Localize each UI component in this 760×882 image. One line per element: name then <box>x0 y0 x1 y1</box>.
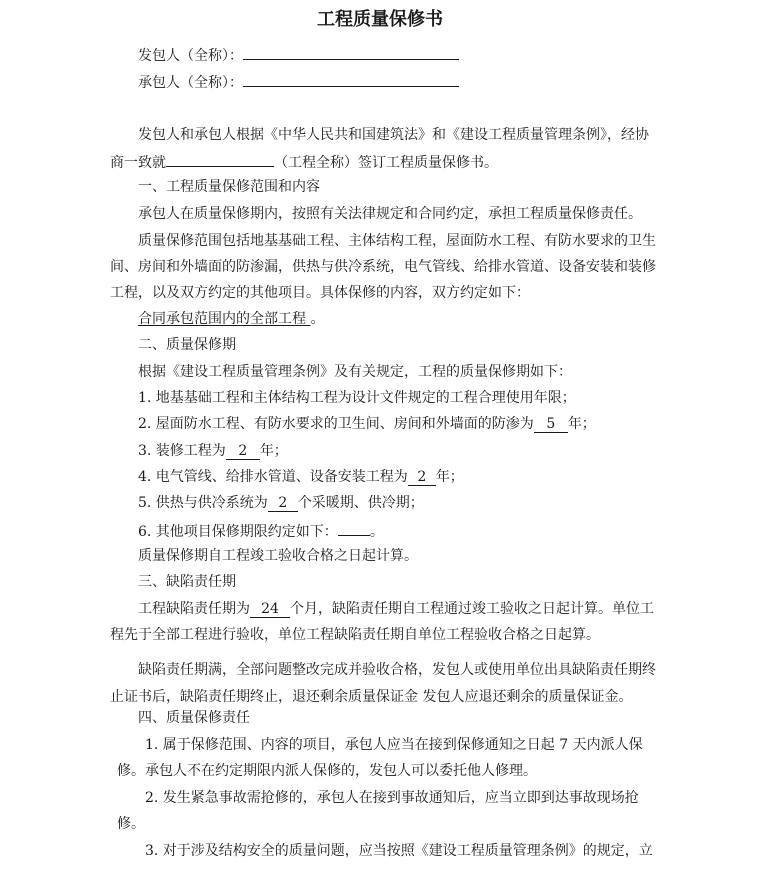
item-2-unit: 年； <box>567 416 596 432</box>
warranty-item-1: 1. 地基基础工程和主体结构工程为设计文件规定的工程合理使用年限； <box>138 390 576 406</box>
section-3-para-1-line-1 <box>138 599 654 619</box>
section-4-para-1-line-1: 1. 属于保修范围、内容的项目，承包人应当在接到保修通知之日起 7 天内派人保 <box>145 737 643 753</box>
defect-period-text-a: 工程缺陷责任期为 <box>138 601 250 617</box>
section-1-para-2-line-1: 质量保修范围包括地基基础工程、主体结构工程，屋面防水工程、有防水要求的卫生 <box>138 233 656 249</box>
defect-period-text-b: 个月，缺陷责任期自工程通过竣工验收之日起计算。单位工 <box>290 601 654 617</box>
section-2-heading: 二、质量保修期 <box>138 337 236 353</box>
section-1-heading: 一、工程质量保修范围和内容 <box>138 179 320 195</box>
item-4-years: 2 <box>408 469 436 486</box>
employer-line <box>138 44 459 66</box>
intro-text-b: （工程全称）签订工程质量保修书。 <box>274 155 498 171</box>
section-4-heading: 四、质量保修责任 <box>138 710 250 726</box>
item-6-blank[interactable] <box>338 520 370 536</box>
scope-end: 。 <box>310 311 325 327</box>
section-1-para-1: 承包人在质量保修期内，按照有关法律规定和合同约定，承担工程质量保修责任。 <box>138 206 642 222</box>
section-3-para-1-line-2: 程先于全部工程进行验收，单位工程缺陷责任期自单位工程验收合格之日起算。 <box>110 627 600 643</box>
item-5-unit: 个采暖期、供冷期； <box>297 495 424 511</box>
section-3-para-2-line-1: 缺陷责任期满，全部问题整改完成并验收合格，发包人或使用单位出具缺陷责任期终 <box>138 662 656 678</box>
employer-label: 发包人（全称）： <box>138 48 243 64</box>
item-2-years: 5 <box>534 416 568 433</box>
section-1-scope <box>138 309 324 329</box>
section-2-intro: 根据《建设工程质量管理条例》及有关规定，工程的质量保修期如下： <box>138 364 572 380</box>
section-1-para-2-line-3: 工程，以及双方约定的其他项目。具体保修的内容，双方约定如下： <box>110 285 530 301</box>
contractor-name-blank[interactable] <box>243 71 459 87</box>
project-name-blank[interactable] <box>166 151 274 167</box>
intro-line-1: 发包人和承包人根据《中华人民共和国建筑法》和《建设工程质量管理条例》，经协 <box>138 127 649 143</box>
intro-text-a: 商一致就 <box>110 155 166 171</box>
item-5-periods: 2 <box>268 495 298 512</box>
section-3-para-2-line-2: 止证书后，缺陷责任期终止，退还剩余质量保证金 发包人应退还剩余的质量保证金。 <box>110 689 633 705</box>
warranty-item-2 <box>138 414 596 434</box>
section-3-heading: 三、缺陷责任期 <box>138 574 236 590</box>
contractor-label: 承包人（全称）： <box>138 75 243 91</box>
item-3-text: 3. 装修工程为 <box>138 443 226 459</box>
defect-period-months: 24 <box>250 601 290 618</box>
item-6-end: 。 <box>369 524 384 540</box>
item-3-unit: 年； <box>259 443 288 459</box>
item-3-years: 2 <box>226 443 260 460</box>
item-6-text: 6. 其他项目保修期限约定如下： <box>138 524 338 540</box>
section-4-para-2-line-1: 2. 发生紧急事故需抢修的，承包人在接到事故通知后，应当立即到达事故现场抢 <box>145 790 639 806</box>
section-4-para-2-line-2: 修。 <box>117 816 145 832</box>
item-4-unit: 年； <box>435 469 464 485</box>
item-4-text: 4. 电气管线、给排水管道、设备安装工程为 <box>138 469 408 485</box>
item-2-text: 2. 屋面防水工程、有防水要求的卫生间、房间和外墙面的防渗为 <box>138 416 534 432</box>
warranty-item-4 <box>138 467 464 487</box>
document-title: 工程质量保修书 <box>317 9 443 30</box>
section-2-note: 质量保修期自工程竣工验收合格之日起计算。 <box>138 548 418 564</box>
item-5-text: 5. 供热与供冷系统为 <box>138 495 268 511</box>
warranty-item-6 <box>138 520 384 542</box>
scope-value: 合同承包范围内的全部工程 <box>138 311 311 327</box>
section-4-para-1-line-2: 修。承包人不在约定期限内派人保修的，发包人可以委托他人修理。 <box>117 763 537 779</box>
section-1-para-2-line-2: 间、房间和外墙面的防渗漏，供热与供冷系统，电气管线、给排水管道、设备安装和装修 <box>110 259 656 275</box>
warranty-item-5 <box>138 493 424 513</box>
intro-line-2 <box>110 151 498 173</box>
warranty-item-3 <box>138 441 288 461</box>
section-4-para-3-line-1: 3. 对于涉及结构安全的质量问题，应当按照《建设工程质量管理条例》的规定，立 <box>145 843 653 859</box>
employer-name-blank[interactable] <box>243 44 459 60</box>
contractor-line <box>138 71 459 93</box>
